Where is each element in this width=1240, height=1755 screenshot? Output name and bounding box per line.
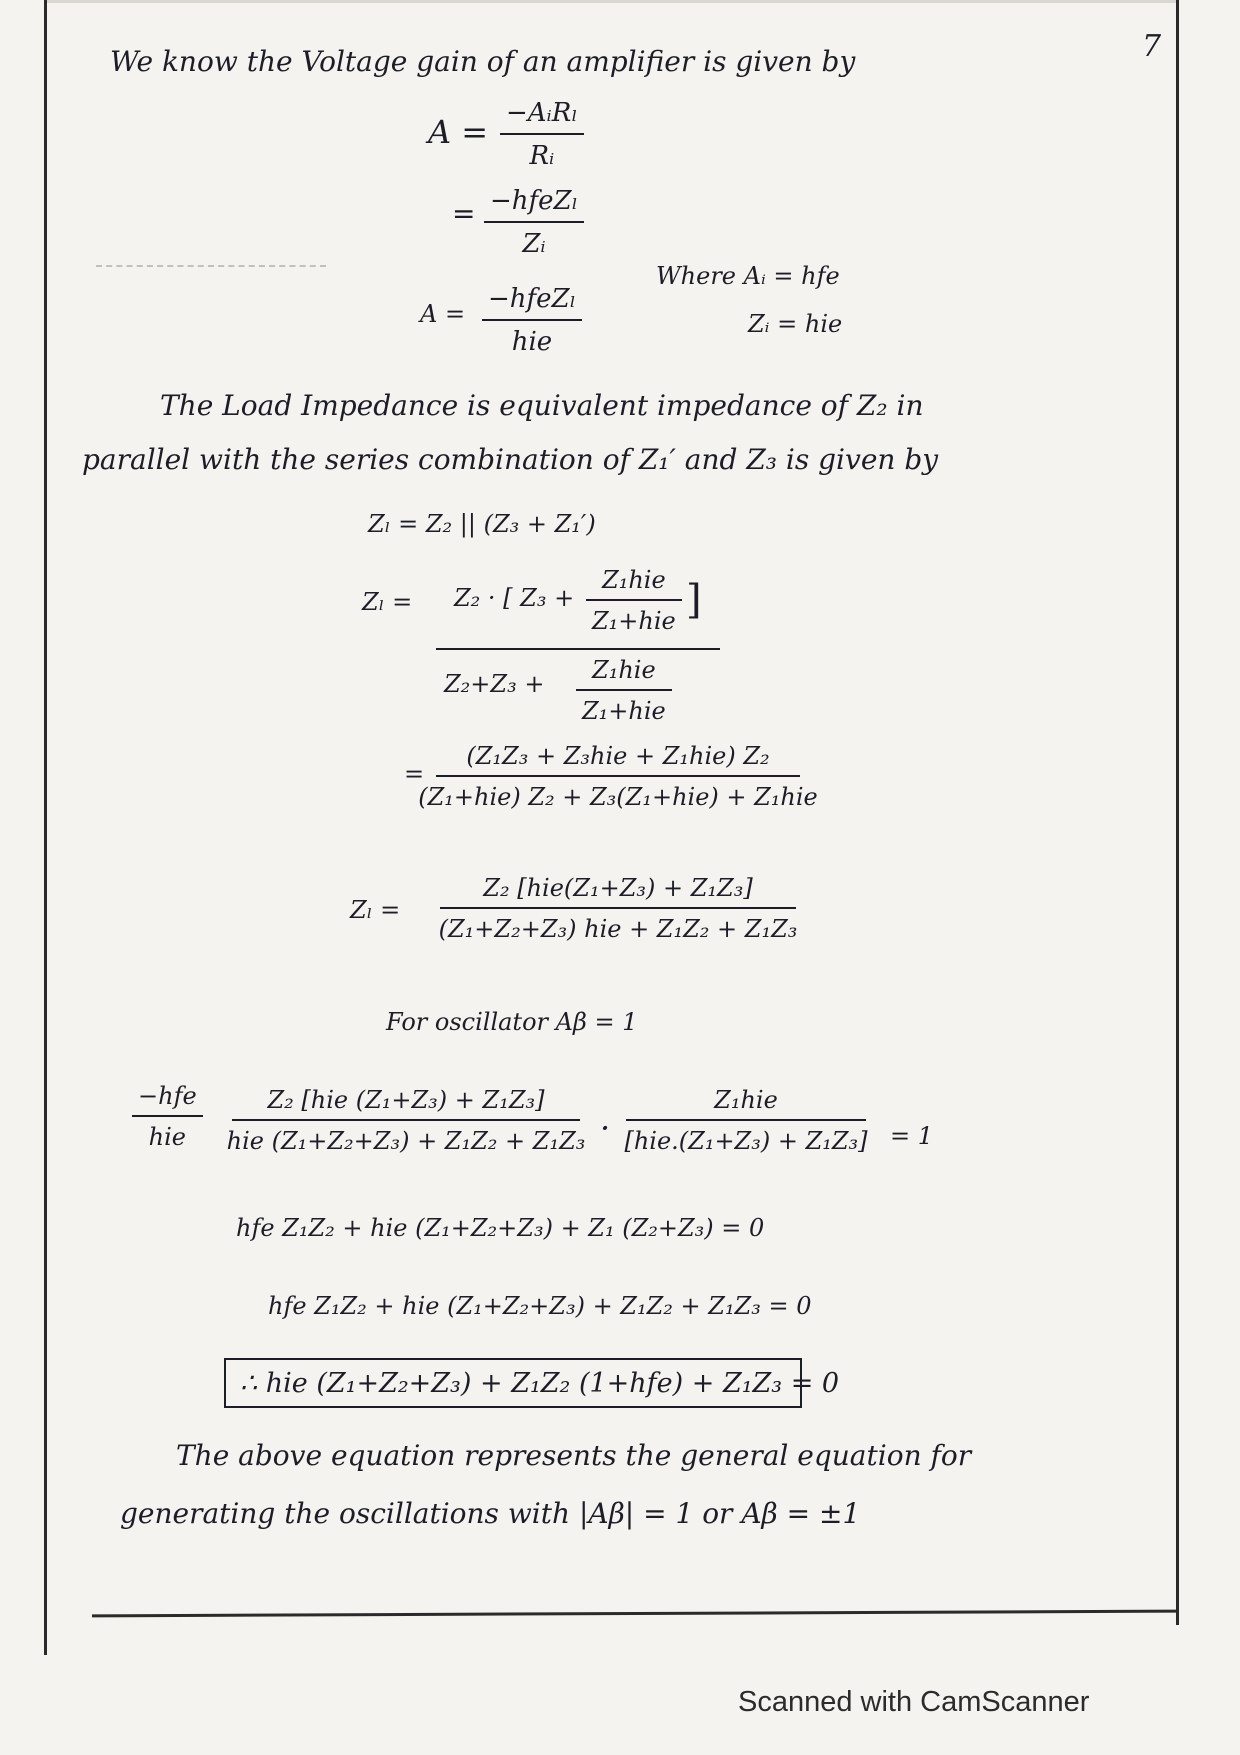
load-impedance-line-2: parallel with the series combination of Z₁′ and Z₃ is given by (82, 443, 939, 476)
zl-numerator-2: (Z₁Z₃ + Z₃hie + Z₁hie) Z₂ (466, 742, 770, 770)
inner-fraction (586, 566, 682, 635)
zl-definition: Zₗ = Z₂ || (Z₃ + Z₁′) (368, 510, 596, 538)
final-equation: ∴ hie (Z₁+Z₂+Z₃) + Z₁Z₂ (1+hfe) + Z₁Z₃ = 0 (240, 1368, 840, 1399)
scanner-watermark: Scanned with CamScanner (738, 1686, 1090, 1718)
zl-fraction-2 (418, 742, 818, 811)
faint-dashed-line (96, 265, 326, 267)
page-border-bottom (92, 1610, 1178, 1618)
factor-2-denominator: hie (Z₁+Z₂+Z₃) + Z₁Z₂ + Z₁Z₃ (226, 1127, 586, 1155)
product-rhs: = 1 (890, 1122, 934, 1150)
gain-lhs-3: A = (420, 300, 466, 328)
conclusion-line-2: generating the oscillations with |Aβ| = 1 or Aβ = ±1 (120, 1497, 861, 1530)
gain-denominator-3: hie (511, 327, 553, 357)
zl-numerator-3: Z₂ [hie(Z₁+Z₃) + Z₁Z₃] (483, 874, 753, 902)
zl-denominator-3: (Z₁+Z₂+Z₃) hie + Z₁Z₂ + Z₁Z₃ (438, 915, 798, 943)
gain-lhs-1: A = (428, 113, 489, 151)
fraction-bar (436, 648, 720, 650)
den-inner-numerator: Z₁hie (592, 656, 656, 684)
load-impedance-line-1: The Load Impedance is equivalent impedance of Z₂ in (160, 389, 924, 422)
factor-2-numerator: Z₂ [hie (Z₁+Z₃) + Z₁Z₃] (267, 1086, 545, 1114)
page-edge (46, 0, 1176, 3)
gain-numerator-1: −AᵢRₗ (506, 98, 578, 128)
intro-line: We know the Voltage gain of an amplifier is given by (110, 45, 856, 78)
factor-3-denominator: [hie.(Z₁+Z₃) + Z₁Z₃] (624, 1127, 868, 1155)
gain-numerator-2: −hfeZₗ (490, 186, 578, 216)
den-inner-denominator: Z₁+hie (582, 697, 666, 725)
page-border-left (44, 0, 47, 1655)
factor-3-numerator: Z₁hie (714, 1086, 778, 1114)
page-number: 7 (1142, 29, 1162, 64)
zl-fraction-3 (440, 874, 796, 943)
gain-lhs-2: = (452, 197, 476, 230)
gain-denominator-2: Zᵢ (522, 229, 546, 259)
where-line-2: Zᵢ = hie (748, 310, 843, 338)
gain-fraction-3 (482, 284, 582, 357)
inner-denominator: Z₁+hie (592, 607, 676, 635)
gain-fraction-1 (500, 98, 584, 171)
den-inner-fraction (576, 656, 672, 725)
zl-lhs-2: = (404, 760, 425, 788)
product-factor-1 (132, 1082, 203, 1151)
zl-num1-right: ] (686, 577, 702, 623)
where-line-1: Where Aᵢ = hfe (656, 262, 840, 290)
boxed-final-equation (224, 1358, 840, 1408)
equation-step-2: hfe Z₁Z₂ + hie (Z₁+Z₂+Z₃) + Z₁Z₂ + Z₁Z₃ = 0 (268, 1292, 812, 1320)
factor-1-denominator: hie (148, 1123, 186, 1151)
gain-denominator-1: Rᵢ (529, 141, 555, 171)
oscillator-condition: For oscillator Aβ = 1 (386, 1008, 638, 1036)
zl-lhs-1: Zₗ = (362, 588, 413, 616)
product-factor-2 (226, 1086, 586, 1155)
zl-den1-left: Z₂+Z₃ + (444, 670, 545, 698)
equation-step-1: hfe Z₁Z₂ + hie (Z₁+Z₂+Z₃) + Z₁ (Z₂+Z₃) = 0 (236, 1214, 765, 1242)
page-border-right (1176, 0, 1179, 1625)
zl-lhs-3: Zₗ = (350, 896, 401, 924)
factor-1-numerator: −hfe (138, 1082, 197, 1110)
gain-numerator-3: −hfeZₗ (488, 284, 576, 314)
inner-numerator: Z₁hie (602, 566, 666, 594)
gain-fraction-2 (484, 186, 584, 259)
zl-num1-left: Z₂ · [ Z₃ + (454, 584, 575, 612)
product-dot: · (600, 1109, 611, 1147)
product-factor-3 (626, 1086, 866, 1155)
conclusion-line-1: The above equation represents the general equation for (176, 1439, 972, 1472)
zl-denominator-2: (Z₁+hie) Z₂ + Z₃(Z₁+hie) + Z₁hie (418, 783, 818, 811)
